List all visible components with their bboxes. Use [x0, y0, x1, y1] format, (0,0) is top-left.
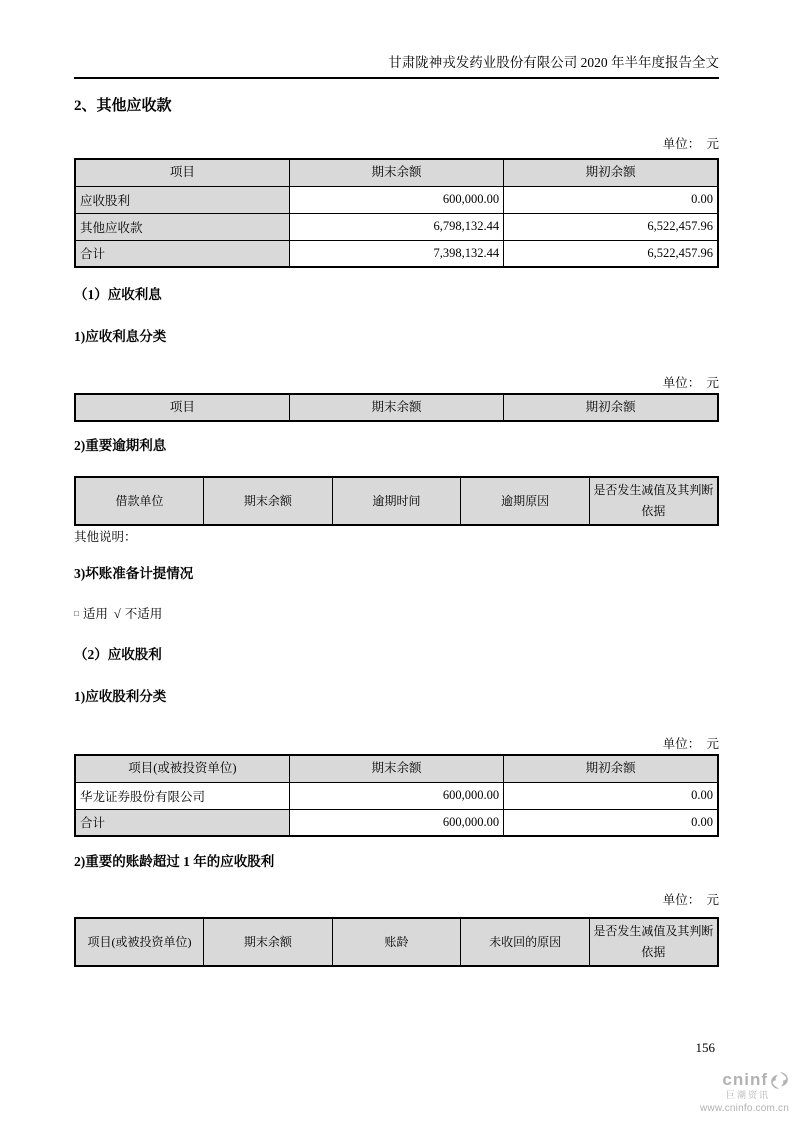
cninfo-swirl-icon [770, 1071, 789, 1090]
table-row [75, 213, 718, 240]
cell-value: 7,398,132.44 [289, 240, 503, 267]
table-row-total [75, 240, 718, 267]
row-label: 合计 [75, 240, 289, 267]
cninfo-chinese-name: 巨潮资讯 [725, 1090, 770, 1101]
other-note-label: 其他说明： [74, 530, 137, 544]
column-header: 期初余额 [504, 394, 718, 421]
cell-value: 600,000.00 [289, 186, 503, 213]
cell-value: 0.00 [504, 782, 718, 809]
subsection-title-bad-debt: 3)坏账准备计提情况 [74, 566, 194, 581]
cninfo-brand-text: cninf [722, 1070, 768, 1090]
table-header-row [75, 477, 718, 525]
column-header: 逾期时间 [332, 477, 461, 525]
column-header: 期末余额 [289, 159, 503, 186]
table-header-row [75, 159, 718, 186]
dividend-aging-table [74, 917, 719, 967]
subsection-title-interest-classification: 1)应收利息分类 [74, 329, 167, 344]
document-title: 甘肃陇神戎发药业股份有限公司 2020 年半年度报告全文 [388, 55, 719, 70]
table-header-row [75, 755, 718, 782]
row-label: 其他应收款 [75, 213, 289, 240]
section-title-interest: （1）应收利息 [74, 287, 162, 302]
other-receivables-table [74, 158, 719, 268]
column-header: 项目 [75, 394, 289, 421]
column-header: 项目(或被投资单位) [75, 918, 204, 966]
column-header: 期末余额 [204, 477, 333, 525]
checkbox-icon: □ [74, 609, 79, 618]
cninfo-logo-top [700, 1071, 789, 1090]
subsection-title-dividend-aging: 2)重要的账龄超过 1 年的应收股利 [74, 854, 275, 869]
column-header: 项目(或被投资单位) [75, 755, 289, 782]
column-header: 期末余额 [289, 755, 503, 782]
cninfo-logo [700, 1071, 789, 1114]
column-header: 是否发生减值及其判断依据 [589, 477, 718, 525]
unit-label: 单位： 元 [662, 137, 719, 151]
cell-value: 600,000.00 [289, 809, 503, 836]
cninfo-url: www.cninfo.com.cn [700, 1103, 789, 1114]
subsection-title-dividend-classification: 1)应收股利分类 [74, 689, 167, 704]
column-header: 未收回的原因 [461, 918, 590, 966]
cell-value: 6,522,457.96 [504, 213, 718, 240]
column-header: 借款单位 [75, 477, 204, 525]
column-header: 是否发生减值及其判断依据 [589, 918, 718, 966]
row-label: 合计 [75, 809, 289, 836]
cell-value: 6,798,132.44 [289, 213, 503, 240]
check-icon: √ [113, 607, 121, 621]
cell-value: 0.00 [504, 809, 718, 836]
not-applicable-label: 不适用 [124, 607, 163, 621]
applicable-label: 适用 [82, 607, 108, 621]
table-row [75, 186, 718, 213]
row-label: 应收股利 [75, 186, 289, 213]
cell-value: 600,000.00 [289, 782, 503, 809]
column-header: 项目 [75, 159, 289, 186]
dividend-classification-table [74, 754, 719, 837]
column-header: 账龄 [332, 918, 461, 966]
interest-classification-table [74, 393, 719, 422]
section-title-dividend: （2）应收股利 [74, 647, 162, 662]
column-header: 期初余额 [504, 159, 718, 186]
table-header-row [75, 918, 718, 966]
unit-label: 单位： 元 [662, 376, 719, 390]
table-header-row [75, 394, 718, 421]
column-header: 逾期原因 [461, 477, 590, 525]
unit-label: 单位： 元 [662, 893, 719, 907]
table-row-total [75, 809, 718, 836]
page-number: 156 [695, 1040, 715, 1055]
column-header: 期初余额 [504, 755, 718, 782]
row-label: 华龙证券股份有限公司 [75, 782, 289, 809]
applicability-line [74, 607, 719, 621]
unit-label: 单位： 元 [662, 737, 719, 751]
document-header [74, 0, 719, 79]
section-title-other-receivables: 2、其他应收款 [74, 98, 172, 114]
cell-value: 6,522,457.96 [504, 240, 718, 267]
column-header: 期末余额 [289, 394, 503, 421]
table-row [75, 782, 718, 809]
subsection-title-overdue-interest: 2)重要逾期利息 [74, 438, 167, 453]
column-header: 期末余额 [204, 918, 333, 966]
overdue-interest-table [74, 476, 719, 526]
cell-value: 0.00 [504, 186, 718, 213]
